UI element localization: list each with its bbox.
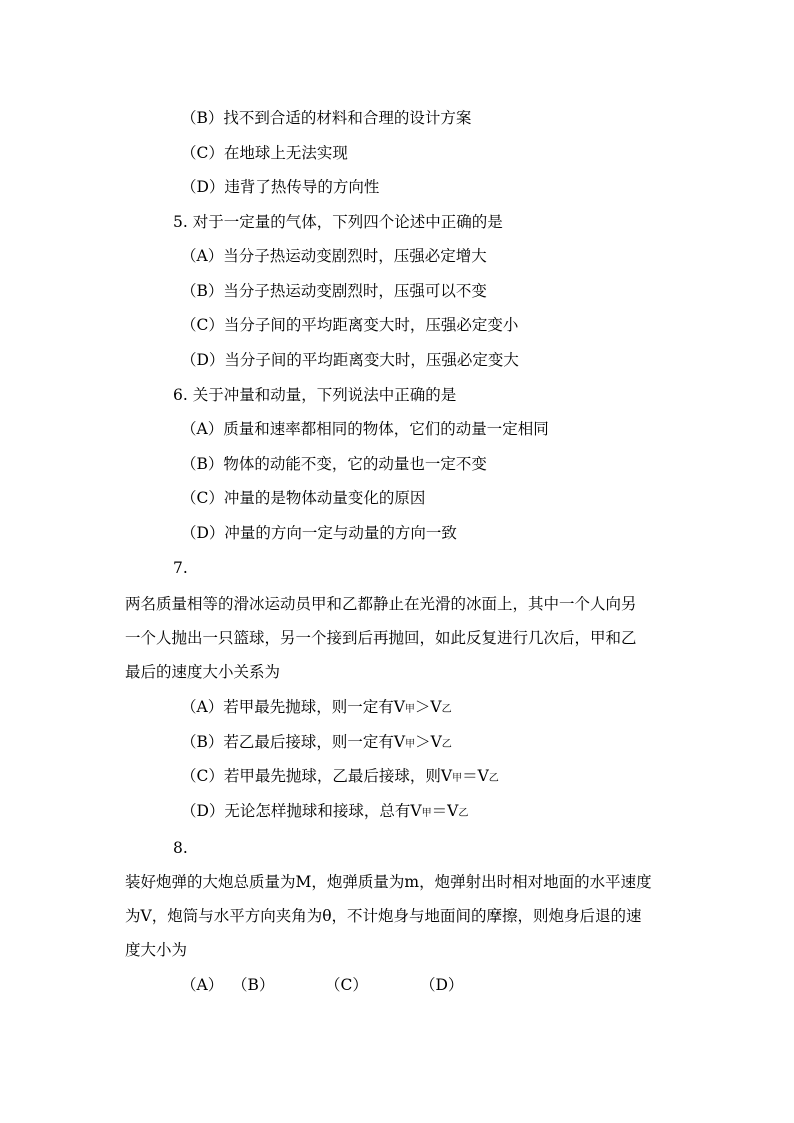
q6-option-d: （D）冲量的方向一定与动量的方向一致 [181, 524, 457, 542]
q8-option-c: （C） [325, 976, 368, 994]
q7-text-line-1: 两名质量相等的滑冰运动员甲和乙都静止在光滑的冰面上，其中一个人向另 [125, 595, 637, 613]
q7-option-a: （A）若甲最先抛球，则一定有V甲＞V乙 [181, 698, 452, 716]
q5-stem: 5. 对于一定量的气体，下列四个论述中正确的是 [173, 213, 503, 231]
q5-option-d: （D）当分子间的平均距离变大时，压强必定变大 [181, 351, 519, 369]
q8-text-line-2: 为V，炮筒与水平方向夹角为θ，不计炮身与地面间的摩擦，则炮身后退的速 [125, 907, 642, 925]
q6-option-a: （A）质量和速率都相同的物体，它们的动量一定相同 [181, 420, 549, 438]
q5-option-c: （C）当分子间的平均距离变大时，压强必定变小 [181, 316, 519, 334]
q7-option-c: （C）若甲最先抛球，乙最后接球，则V甲＝V乙 [181, 767, 499, 785]
q7-text-line-2: 一个人抛出一只篮球，另一个接到后再抛回，如此反复进行几次后，甲和乙 [125, 629, 637, 647]
q6-option-b: （B）物体的动能不变，它的动量也一定不变 [181, 455, 487, 473]
q4-option-d: （D）违背了热传导的方向性 [181, 178, 380, 196]
q4-option-b: （B）找不到合适的材料和合理的设计方案 [181, 109, 472, 127]
q4-option-c: （C）在地球上无法实现 [181, 144, 348, 162]
q7-text-line-3: 最后的速度大小关系为 [125, 663, 281, 681]
q8-option-d: （D） [420, 976, 464, 994]
q6-option-c: （C）冲量的是物体动量变化的原因 [181, 489, 426, 507]
q8-number: 8. [173, 839, 188, 857]
q5-option-b: （B）当分子热运动变剧烈时，压强可以不变 [181, 282, 487, 300]
q5-option-a: （A）当分子热运动变剧烈时，压强必定增大 [181, 247, 487, 265]
q8-option-a: （A） [181, 976, 224, 994]
q7-number: 7. [173, 559, 188, 577]
q7-option-d: （D）无论怎样抛球和接球，总有V甲＝V乙 [181, 802, 469, 820]
q8-text-line-3: 度大小为 [125, 941, 188, 959]
q7-option-b: （B）若乙最后接球，则一定有V甲＞V乙 [181, 733, 452, 751]
q6-stem: 6. 关于冲量和动量，下列说法中正确的是 [173, 386, 457, 404]
q8-text-line-1: 装好炮弹的大炮总质量为M，炮弹质量为m，炮弹射出时相对地面的水平速度 [125, 873, 652, 891]
q8-option-b: （B） [232, 976, 275, 994]
